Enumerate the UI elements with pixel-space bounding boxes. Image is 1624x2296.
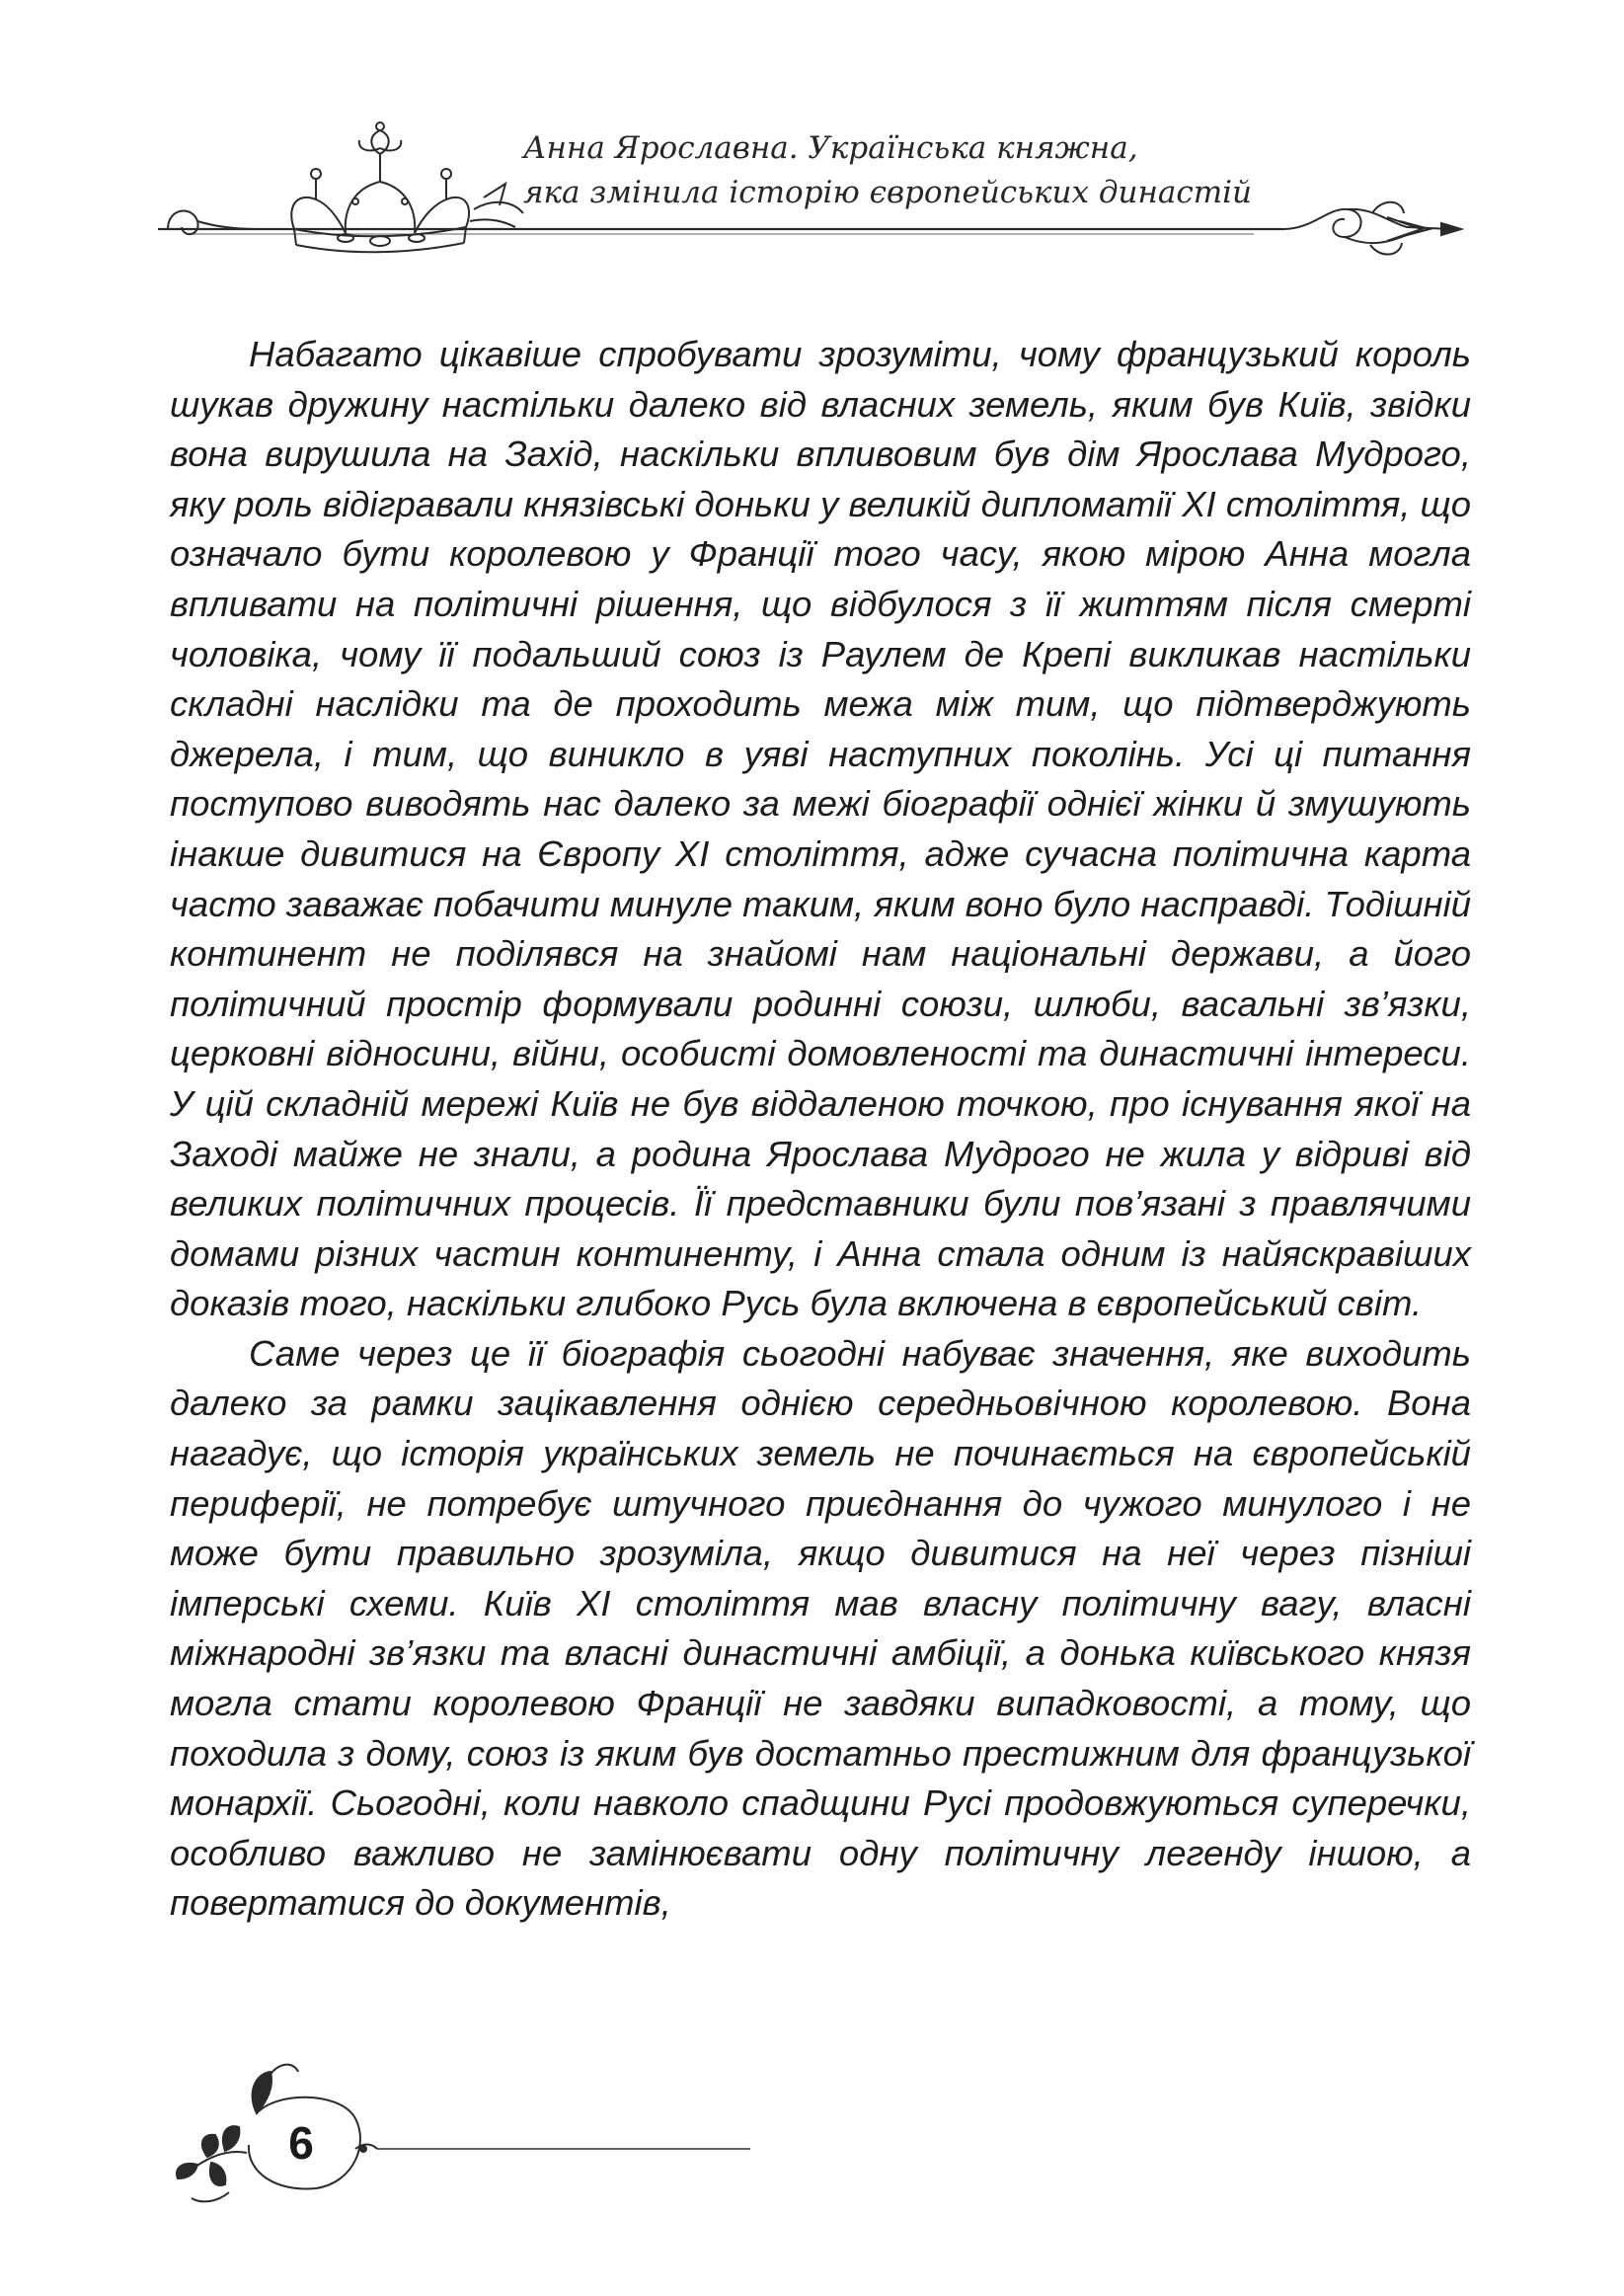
paragraph-1: Набагато цікавіше спробувати зрозуміти, чому французький король шукав дружину настільки далеко від власних земель, яким був Київ, звідки вона вирушила на Захід, наскільки впливовим був дім Ярослава Мудрого, яку роль відігравали князівські доньки у великій дипломатії XI століття, що означало бути королевою у Франції того часу, якою мірою Анна могла впливати на політичні рішення, що відбулося з її життям після смерті чоловіка, чому її подальший союз із Раулем де Крепі викликав настільки складні наслідки та де проходить межа між тим, що підтверджують джерела, і тим, що виникло в уяві наступних поколінь. Усі ці питання поступово виводять нас далеко за межі біографії однієї жінки й змушують інакше дивитися на Європу XI століття, адже сучасна політична карта часто заважає побачити минуле таким, яким воно було насправді. Тодішній континент не поділявся на знайомі нам національні держави, а його політичний простір формували родинні союзи, шлюби, васальні зв’язки, церковні відносини, війни, особисті домовленості та династичні інтереси. У цій складній мережі Київ не був віддаленою точкою, про існування якої на Заході майже не знали, а родина Ярослава Мудрого не жила у відриві від великих політичних процесів. Її представники були пов’язані з правлячими домами різних частин континенту, і Анна стала одним із найяскравіших доказів того, наскільки глибоко Русь була включена в європейський світ. — [170, 334, 1471, 1324]
page-number: 6 — [288, 2117, 314, 2169]
body-text — [170, 330, 1471, 1929]
running-title-line-2: яка змінила історію європейських династій — [523, 175, 1252, 210]
flourish-icon — [1283, 202, 1461, 255]
page-header — [148, 119, 1471, 277]
running-title — [523, 126, 1252, 215]
paragraph-2: Саме через це її біографія сьогодні набуває значення, яке виходить далеко за рамки зацікавлення однією середньовічною королевою. Вона нагадує, що історія українських земель не починається на європейській периферії, не потребує штучного приєднання до чужого минулого і не може бути правильно зрозуміла, якщо дивитися на неї через пізніші імперські схеми. Київ XI століття мав власну політичну вагу, власні міжнародні зв’язки та власні династичні амбіції, а донька київського князя могла стати королевою Франції не завдяки випадковості, а тому, що походила з дому, союз із яким був достатньо престижним для французької монархії. Сьогодні, коли навколо спадщини Русі продовжуються суперечки, особливо важливо не замінюєвати одну політичну легенду іншою, а повертатися до документів, — [170, 1332, 1471, 1924]
footer-ornament — [168, 2054, 760, 2222]
running-title-line-1: Анна Ярославна. Українська княжна, — [523, 130, 1138, 166]
page-footer — [168, 2054, 760, 2222]
